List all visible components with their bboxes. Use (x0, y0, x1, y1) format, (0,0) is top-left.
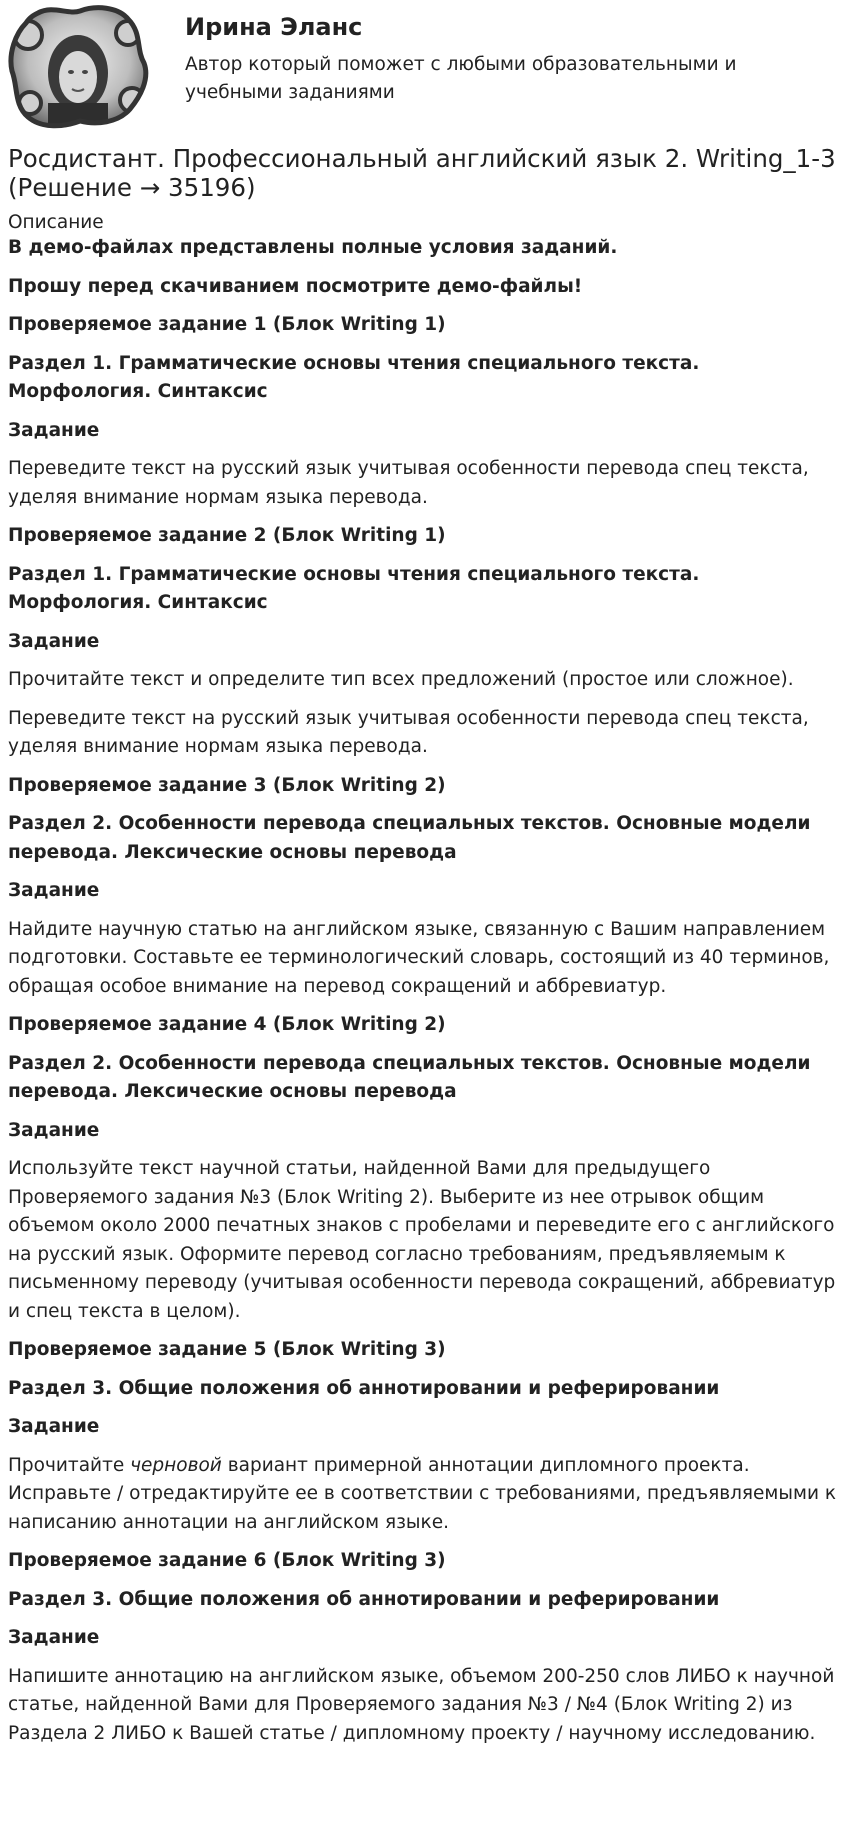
description-heading: Задание (8, 419, 100, 441)
description-paragraph: Найдите научную статью на английском языке, связанную с Вашим направлением подготовки. Составьте ее терминологический словарь, состоящий из 40 терминов, обращая особое внимание на перевод сокращений и аббревиатур. (8, 918, 830, 997)
description-heading: Проверяемое задание 6 (Блок Writing 3) (8, 1550, 446, 1571)
page-title: Росдистант. Профессиональный английский язык 2. Writing_1-3 (Решение → 35196) (8, 144, 836, 202)
description-label: Описание (8, 212, 104, 233)
description-paragraph (8, 1452, 839, 1538)
author-name[interactable]: Ирина Эланс (185, 13, 363, 41)
description-paragraph: Напишите аннотацию на английском языке, объемом 200-250 слов ЛИБО к научной статье, найденной Вами для Проверяемого задания №3 / №4 (Блок Writing 2) из Раздела 2 ЛИБО к Вашей статье / дипломному проекту / научному исследованию. (8, 1665, 835, 1744)
description-heading: Проверяемое задание 4 (Блок Writing 2) (8, 1014, 446, 1035)
description-heading: В демо-файлах представлены полные условия заданий. (8, 237, 618, 258)
author-description: Автор который поможет с любыми образовательными и учебными заданиями (185, 54, 737, 103)
document-content (0, 144, 847, 1748)
description-heading: Задание (8, 1627, 100, 1648)
description-body (8, 234, 839, 1748)
author-avatar[interactable] (8, 5, 150, 130)
description-heading: Раздел 2. Особенности перевода специальных текстов. Основные модели перевода. Лексические основы перевода (8, 1052, 811, 1102)
description-heading: Раздел 3. Общие положения об аннотировании и реферировании (8, 1588, 720, 1610)
description-paragraph: Используйте текст научной статьи, найденной Вами для предыдущего Проверяемого задания №3 (Блок Writing 2). Выберите из нее отрывок общим объемом около 2000 печатных знаков с пробелами и переведите его с английского на русский язык. Оформите перевод согласно требованиям, предъявляемым к письменному переводу (учитывая особенности перевода сокращений, аббревиатур и спец текста в целом). (8, 1158, 836, 1322)
author-card (0, 0, 847, 140)
italic-text: черновой (130, 1454, 222, 1476)
description-heading: Проверяемое задание 5 (Блок Writing 3) (8, 1339, 446, 1360)
description-heading: Проверяемое задание 1 (Блок Writing 1) (8, 314, 446, 335)
description-heading: Проверяемое задание 3 (Блок Writing 2) (8, 774, 446, 796)
description-heading: Раздел 3. Общие положения об аннотировании и реферировании (8, 1377, 720, 1399)
description-heading: Задание (8, 630, 100, 652)
description-heading: Проверяемое задание 2 (Блок Writing 1) (8, 525, 446, 546)
text-fragment: Прочитайте (8, 1454, 131, 1476)
description-heading: Прошу перед скачиванием посмотрите демо-файлы! (8, 275, 583, 297)
description-heading: Задание (8, 880, 100, 901)
description-heading: Задание (8, 1119, 100, 1141)
description-heading: Задание (8, 1416, 100, 1437)
avatar-image (8, 5, 150, 130)
description-heading: Раздел 2. Особенности перевода специальных текстов. Основные модели перевода. Лексические основы перевода (8, 813, 811, 863)
description-heading: Раздел 1. Грамматические основы чтения специального текста. Морфология. Синтаксис (8, 563, 700, 613)
text-fragment: вариант примерной аннотации дипломного проекта. Исправьте / отредактируйте ее в соответствии с требованиями, предъявляемыми к написанию аннотации на английском языке. (8, 1454, 837, 1533)
description-paragraph: Переведите текст на русский язык учитывая особенности перевода спец текста, уделяя внимание нормам языка перевода. (8, 707, 809, 757)
description-paragraph: Переведите текст на русский язык учитывая особенности перевода спец текста, уделяя внимание нормам языка перевода. (8, 458, 809, 508)
description-heading: Раздел 1. Грамматические основы чтения специального текста. Морфология. Синтаксис (8, 352, 700, 402)
description-paragraph: Прочитайте текст и определите тип всех предложений (простое или сложное). (8, 669, 794, 690)
